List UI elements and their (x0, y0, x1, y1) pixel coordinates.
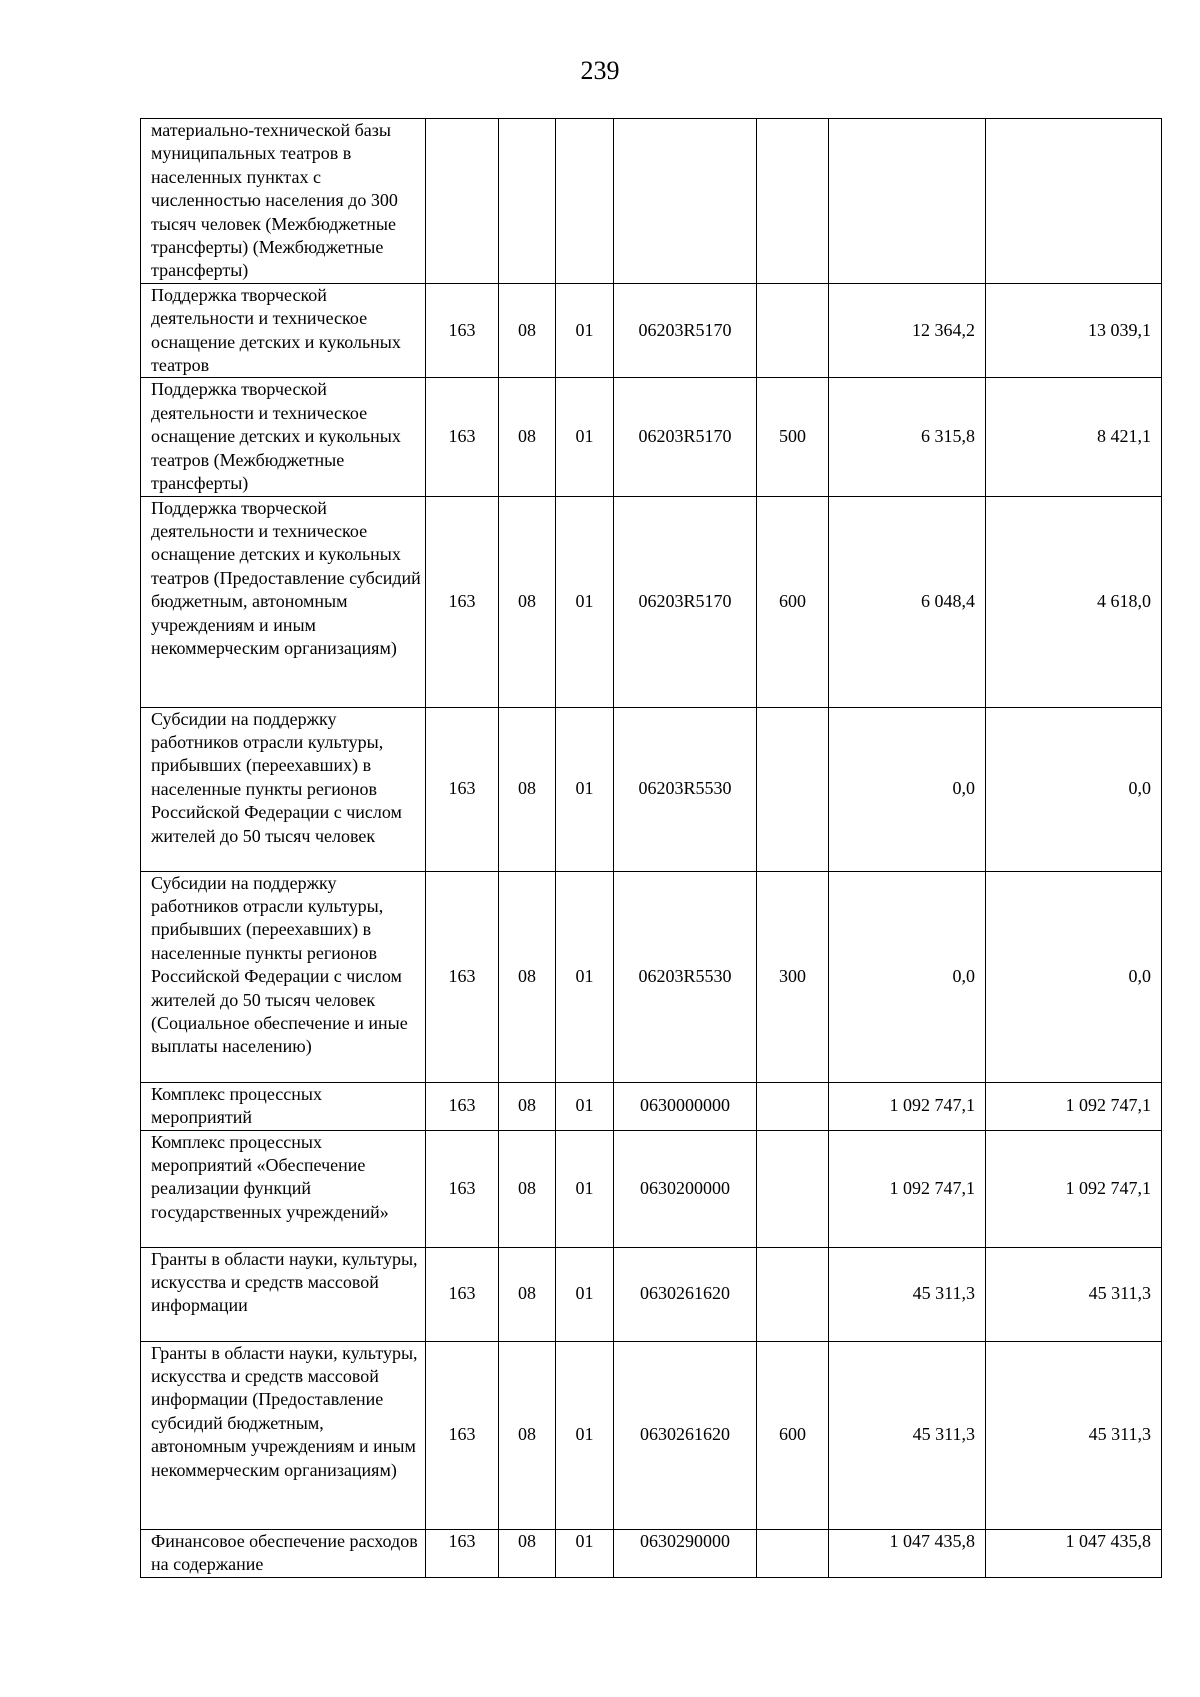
row-vr (757, 1529, 829, 1577)
row-rz: 08 (499, 707, 556, 871)
row-csr: 0630000000 (614, 1082, 757, 1130)
row-name: Поддержка творческой деятельности и техническое оснащение детских и кукольных театров (141, 283, 426, 378)
row-sum1 (829, 119, 986, 284)
row-rz: 08 (499, 871, 556, 1082)
row-sum2: 0,0 (986, 707, 1162, 871)
row-vr: 600 (757, 1341, 829, 1529)
row-csr: 0630261620 (614, 1341, 757, 1529)
row-sum2: 45 311,3 (986, 1341, 1162, 1529)
row-rz: 08 (499, 283, 556, 378)
row-name: Субсидии на поддержку работников отрасли культуры, прибывших (переехавших) в населенные пункты регионов Российской Федерации с числом жителей до 50 тысяч человек (141, 707, 426, 871)
table-row (141, 1130, 1162, 1247)
row-vr (757, 1130, 829, 1247)
row-sum2: 1 047 435,8 (986, 1529, 1162, 1577)
table-row (141, 871, 1162, 1082)
row-csr: 06203R5530 (614, 707, 757, 871)
row-vr (757, 1082, 829, 1130)
row-name: Поддержка творческой деятельности и техническое оснащение детских и кукольных театров (Межбюджетные трансферты) (141, 378, 426, 496)
row-rz: 08 (499, 496, 556, 707)
table-row (141, 496, 1162, 707)
row-sum1: 6 315,8 (829, 378, 986, 496)
row-pr: 01 (556, 1130, 614, 1247)
row-name: Поддержка творческой деятельности и техническое оснащение детских и кукольных театров (Предоставление субсидий бюджетным, автономным учреждениям и иным некоммерческим организациям) (141, 496, 426, 707)
row-vr: 300 (757, 871, 829, 1082)
row-csr: 06203R5170 (614, 378, 757, 496)
row-vr (757, 1247, 829, 1341)
row-name: Субсидии на поддержку работников отрасли культуры, прибывших (переехавших) в населенные пункты регионов Российской Федерации с числом жителей до 50 тысяч человек (Социальное обеспечение и иные выплаты населению) (141, 871, 426, 1082)
row-pr: 01 (556, 1247, 614, 1341)
row-pr: 01 (556, 1529, 614, 1577)
row-csr: 0630200000 (614, 1130, 757, 1247)
row-gr: 163 (426, 1341, 499, 1529)
row-csr: 06203R5170 (614, 496, 757, 707)
row-sum2: 1 092 747,1 (986, 1082, 1162, 1130)
table-row (141, 1247, 1162, 1341)
row-rz: 08 (499, 1529, 556, 1577)
row-csr: 0630261620 (614, 1247, 757, 1341)
row-vr (757, 283, 829, 378)
row-gr: 163 (426, 496, 499, 707)
row-gr: 163 (426, 1130, 499, 1247)
row-csr: 0630290000 (614, 1529, 757, 1577)
row-pr: 01 (556, 378, 614, 496)
row-vr (757, 707, 829, 871)
row-sum1: 1 092 747,1 (829, 1130, 986, 1247)
row-sum1: 1 047 435,8 (829, 1529, 986, 1577)
row-gr: 163 (426, 871, 499, 1082)
row-sum2: 4 618,0 (986, 496, 1162, 707)
row-sum2: 0,0 (986, 871, 1162, 1082)
row-vr (757, 119, 829, 284)
row-name: материально-технической базы муниципальных театров в населенных пунктах с численностью населения до 300 тысяч человек (Межбюджетные трансферты) (Межбюджетные трансферты) (141, 119, 426, 284)
row-gr: 163 (426, 378, 499, 496)
row-gr: 163 (426, 283, 499, 378)
row-vr: 600 (757, 496, 829, 707)
table-row (141, 1529, 1162, 1577)
table-row (141, 1082, 1162, 1130)
row-name: Комплекс процессных мероприятий (141, 1082, 426, 1130)
row-sum2: 45 311,3 (986, 1247, 1162, 1341)
row-rz: 08 (499, 1341, 556, 1529)
row-pr: 01 (556, 1341, 614, 1529)
row-sum1: 12 364,2 (829, 283, 986, 378)
row-pr: 01 (556, 1082, 614, 1130)
table-row (141, 283, 1162, 378)
row-sum1: 0,0 (829, 707, 986, 871)
row-csr (614, 119, 757, 284)
row-csr: 06203R5170 (614, 283, 757, 378)
table-row (141, 707, 1162, 871)
row-sum2: 1 092 747,1 (986, 1130, 1162, 1247)
row-rz: 08 (499, 1247, 556, 1341)
row-sum2 (986, 119, 1162, 284)
row-sum1: 45 311,3 (829, 1247, 986, 1341)
row-rz (499, 119, 556, 284)
table-row (141, 1341, 1162, 1529)
row-gr: 163 (426, 1082, 499, 1130)
row-name: Комплекс процессных мероприятий «Обеспечение реализации функций государственных учреждений» (141, 1130, 426, 1247)
row-rz: 08 (499, 378, 556, 496)
row-gr: 163 (426, 707, 499, 871)
row-gr (426, 119, 499, 284)
row-sum1: 6 048,4 (829, 496, 986, 707)
row-pr: 01 (556, 496, 614, 707)
budget-table (140, 118, 1162, 1578)
row-pr: 01 (556, 871, 614, 1082)
row-sum1: 0,0 (829, 871, 986, 1082)
row-sum2: 8 421,1 (986, 378, 1162, 496)
row-sum2: 13 039,1 (986, 283, 1162, 378)
row-name: Финансовое обеспечение расходов на содержание (141, 1529, 426, 1577)
row-csr: 06203R5530 (614, 871, 757, 1082)
row-pr: 01 (556, 707, 614, 871)
row-sum1: 45 311,3 (829, 1341, 986, 1529)
row-name: Гранты в области науки, культуры, искусства и средств массовой информации (Предоставление субсидий бюджетным, автономным учреждениям и иным некоммерческим организациям) (141, 1341, 426, 1529)
row-pr: 01 (556, 283, 614, 378)
row-vr: 500 (757, 378, 829, 496)
row-name: Гранты в области науки, культуры, искусства и средств массовой информации (141, 1247, 426, 1341)
budget-table-body (141, 119, 1162, 1578)
row-gr: 163 (426, 1247, 499, 1341)
row-sum1: 1 092 747,1 (829, 1082, 986, 1130)
table-row (141, 119, 1162, 284)
page-number: 239 (580, 56, 620, 85)
row-rz: 08 (499, 1130, 556, 1247)
row-rz: 08 (499, 1082, 556, 1130)
table-row (141, 378, 1162, 496)
row-pr (556, 119, 614, 284)
row-gr: 163 (426, 1529, 499, 1577)
